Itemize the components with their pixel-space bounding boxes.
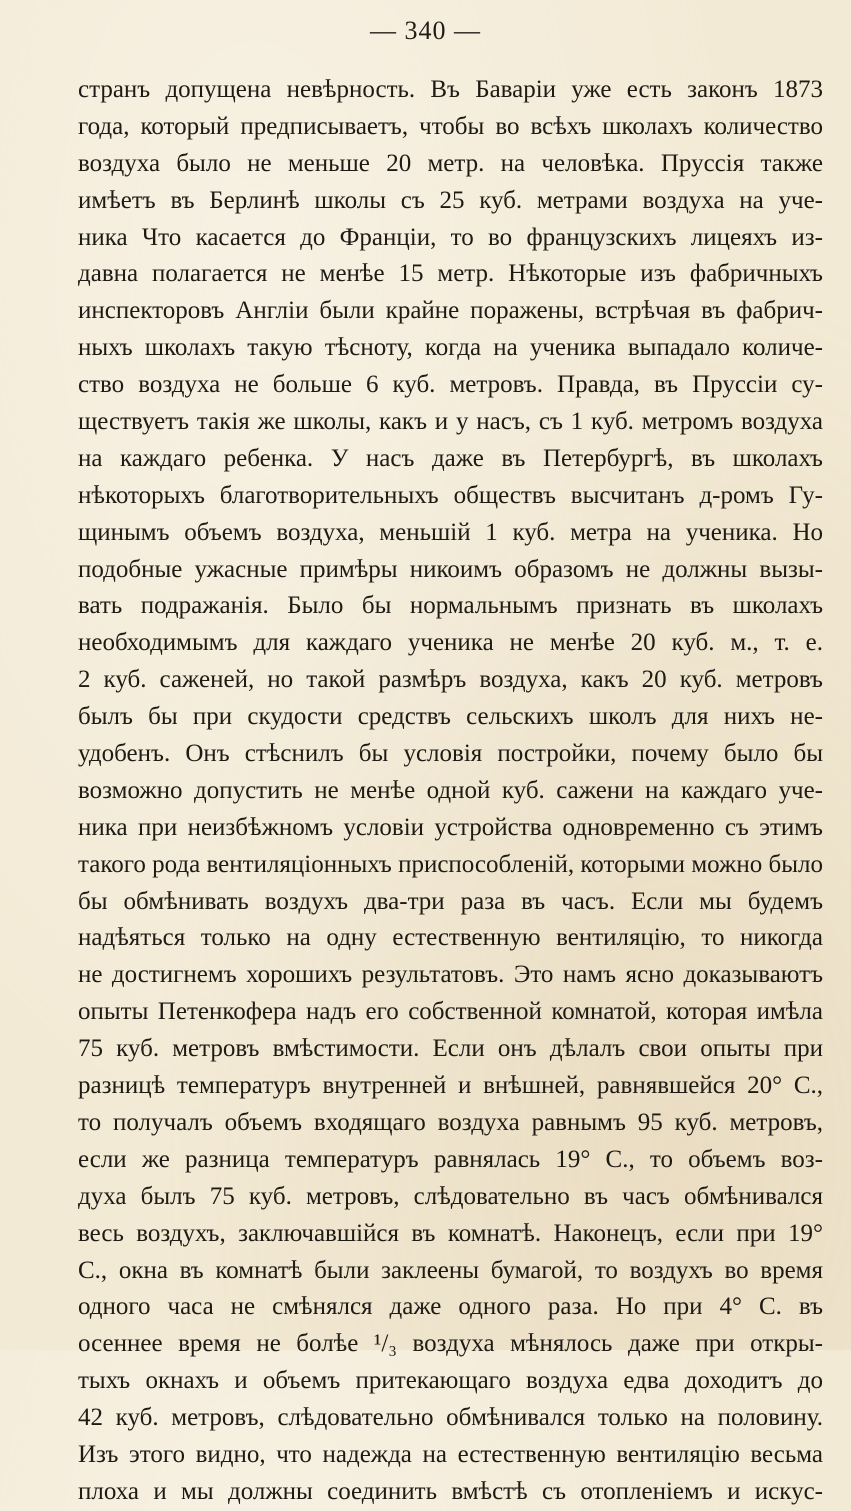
text-line: былъ бы при скудости средствъ сельскихъ школъ для нихъ не-: [78, 703, 823, 731]
text-line: 42 куб. метровъ, слѣдовательно обмѣнивался только на половину.: [78, 1404, 823, 1432]
text-line: ника Что касается до Франціи, то во французскихъ лицеяхъ из-: [78, 223, 823, 251]
text-line: ществуетъ такія же школы, какъ и у насъ, съ 1 куб. метромъ воздуха: [78, 408, 823, 436]
text-line: подобные ужасные примѣры никоимъ образомъ не должны вызы-: [78, 555, 823, 583]
text-line: разницѣ температуръ внутренней и внѣшней, равнявшейся 20° С.,: [78, 1072, 823, 1100]
text-line: осеннее время не болѣе ¹/₃ воздуха мѣнялось даже при откры-: [78, 1330, 823, 1358]
text-line: бы обмѣнивать воздухъ два-три раза въ часъ. Если мы будемъ: [78, 887, 823, 915]
text-line: воздуха было не меньше 20 метр. на человѣка. Пруссія также: [78, 149, 823, 177]
body-text: [78, 72, 823, 1511]
text-line: если же разница температуръ равнялась 19° С., то объемъ воз-: [78, 1145, 823, 1173]
text-line: необходимымъ для каждаго ученика не менѣе 20 куб. м., т. е.: [78, 629, 823, 657]
text-line: на каждаго ребенка. У насъ даже въ Петербургѣ, въ школахъ: [78, 444, 823, 472]
text-line: тыхъ окнахъ и объемъ притекающаго воздуха едва доходитъ до: [78, 1367, 823, 1395]
text-line: ныхъ школахъ такую тѣсноту, когда на ученика выпадало количе-: [78, 334, 823, 362]
text-line: инспекторовъ Англіи были крайне поражены, встрѣчая въ фабрич-: [78, 297, 823, 325]
text-line: опыты Петенкофера надъ его собственной комнатой, которая имѣла: [78, 998, 823, 1026]
text-line: 2 куб. саженей, но такой размѣръ воздуха, какъ 20 куб. метровъ: [78, 666, 823, 694]
text-line: не достигнемъ хорошихъ результатовъ. Это намъ ясно доказываютъ: [78, 961, 823, 989]
text-line: плоха и мы должны соединить вмѣстѣ съ отопленіемъ и искус-: [78, 1477, 823, 1505]
text-line: то получалъ объемъ входящаго воздуха равнымъ 95 куб. метровъ,: [78, 1108, 823, 1136]
text-line: одного часа не смѣнялся даже одного раза. Но при 4° С. въ: [78, 1293, 823, 1321]
text-line: весь воздухъ, заключавшійся въ комнатѣ. Наконецъ, если при 19°: [78, 1219, 823, 1247]
text-line: Изъ этого видно, что надежда на естественную вентиляцію весьма: [78, 1440, 823, 1468]
text-line: ство воздуха не больше 6 куб. метровъ. Правда, въ Пруссіи су-: [78, 371, 823, 399]
text-line: 75 куб. метровъ вмѣстимости. Если онъ дѣлалъ свои опыты при: [78, 1035, 823, 1063]
text-line: надѣяться только на одну естественную вентиляцію, то никогда: [78, 924, 823, 952]
text-line: имѣетъ въ Берлинѣ школы съ 25 куб. метрами воздуха на уче-: [78, 186, 823, 214]
text-line: ника при неизбѣжномъ условіи устройства одновременно съ этимъ: [78, 813, 823, 841]
text-line: удобенъ. Онъ стѣснилъ бы условія постройки, почему было бы: [78, 740, 823, 768]
text-line: года, который предписываетъ, чтобы во всѣхъ школахъ количество: [78, 112, 823, 140]
text-line: духа былъ 75 куб. метровъ, слѣдовательно въ часъ обмѣнивался: [78, 1182, 823, 1210]
page-number: — 340 —: [370, 16, 481, 45]
text-line: возможно допустить не менѣе одной куб. сажени на каждаго уче-: [78, 776, 823, 804]
text-line: странъ допущена невѣрность. Въ Баваріи уже есть законъ 1873: [78, 76, 823, 103]
text-line: С., окна въ комнатѣ были заклеены бумагой, то воздухъ во время: [78, 1256, 823, 1284]
text-line: нѣкоторыхъ благотворительныхъ обществъ высчитанъ д-ромъ Гу-: [78, 481, 823, 509]
text-line: давна полагается не менѣе 15 метр. Нѣкоторые изъ фабричныхъ: [78, 260, 823, 288]
text-line: щинымъ объемъ воздуха, меньшій 1 куб. метра на ученика. Но: [78, 518, 823, 546]
text-line: такого рода вентиляціонныхъ приспособленій, которыми можно было: [78, 850, 823, 878]
text-line: вать подражанія. Было бы нормальнымъ признать въ школахъ: [78, 592, 823, 620]
